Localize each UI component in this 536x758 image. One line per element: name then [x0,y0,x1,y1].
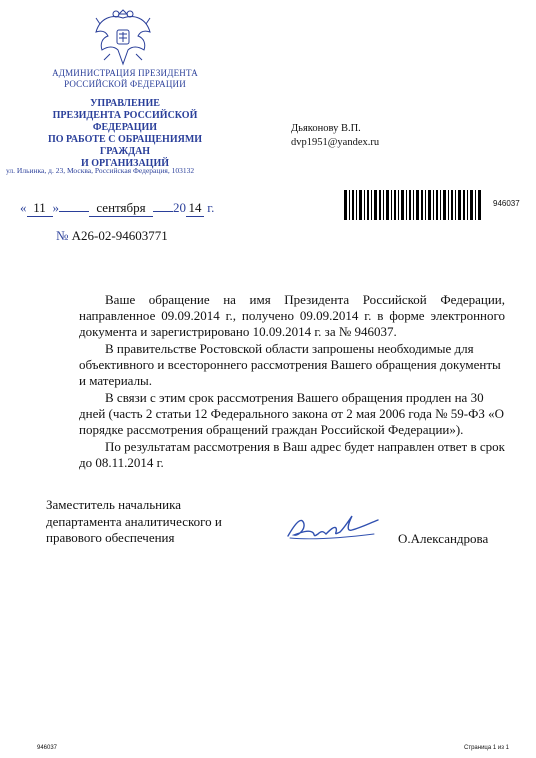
paragraph-1: Ваше обращение на имя Президента Российской Федерации, направленное 09.09.2014 г., получено 09.09.2014 г. в форме электронного документа и зарегистрировано 10.09.2014 г. за № 946037. [79,292,505,339]
department-heading [40,98,210,170]
handwritten-signature [282,508,382,548]
paragraph-3: В связи с этим срок рассмотрения Вашего обращения продлен на 30 дней (часть 2 статьи 12 Федерального закона от 2 мая 2006 года № 59-ФЗ «О порядке рассмотрения обращений граждан Российской Федерации»). [79,390,505,437]
date-close-quote: » [52,200,59,215]
barcode [344,190,482,220]
date-day: 11 [27,200,53,217]
addressee-block [291,122,379,150]
barcode-number: 946037 [493,199,520,208]
signatory-title [46,497,222,547]
letter-body [79,292,505,471]
paragraph-4: По результатам рассмотрения в Ваш адрес будет направлен ответ в срок до 08.11.2014 г. [79,439,505,470]
paragraph-2: В правительстве Ростовской области запрошены необходимые для объективного и всестороннего рассмотрения Вашего обращения документы и материалы. [79,341,501,388]
signatory-name: О.Александрова [398,531,489,546]
date-open-quote: « [20,200,27,215]
document-date [20,200,214,217]
date-year-abbr: г. [207,200,215,215]
signatory-title-line-1: Заместитель начальника [46,497,181,512]
admin-line-1: АДМИНИСТРАЦИЯ ПРЕЗИДЕНТА [52,68,198,78]
registration-value: А26-02-94603771 [71,228,168,243]
addressee-email: dvp1951@yandex.ru [291,137,380,148]
footer-doc-number: 946037 [37,745,58,751]
date-year-suffix: 14 [186,200,204,217]
date-month: сентября [89,200,153,217]
coat-of-arms-icon [88,4,158,68]
dept-line-3: ПО РАБОТЕ С ОБРАЩЕНИЯМИ ГРАЖДАН [47,134,203,157]
administration-heading [40,68,210,90]
date-year-prefix: 20 [173,200,186,215]
dept-line-1: УПРАВЛЕНИЕ [90,98,160,109]
number-sign: № [56,228,69,243]
footer-page-counter: Страница 1 из 1 [464,745,509,751]
dept-line-4: И ОРГАНИЗАЦИЙ [80,158,170,169]
sender-address: ул. Ильинка, д. 23, Москва, Российская Федерация, 103132 [6,166,195,175]
registration-number [56,228,168,244]
signatory-title-line-2: департамента аналитического и [46,513,222,529]
signatory-title-line-3: правового обеспечения [46,530,175,545]
addressee-name: Дьяконову В.П. [291,123,361,134]
dept-line-2: ПРЕЗИДЕНТА РОССИЙСКОЙ ФЕДЕРАЦИИ [52,110,198,133]
admin-line-2: РОССИЙСКОЙ ФЕДЕРАЦИИ [64,79,186,89]
